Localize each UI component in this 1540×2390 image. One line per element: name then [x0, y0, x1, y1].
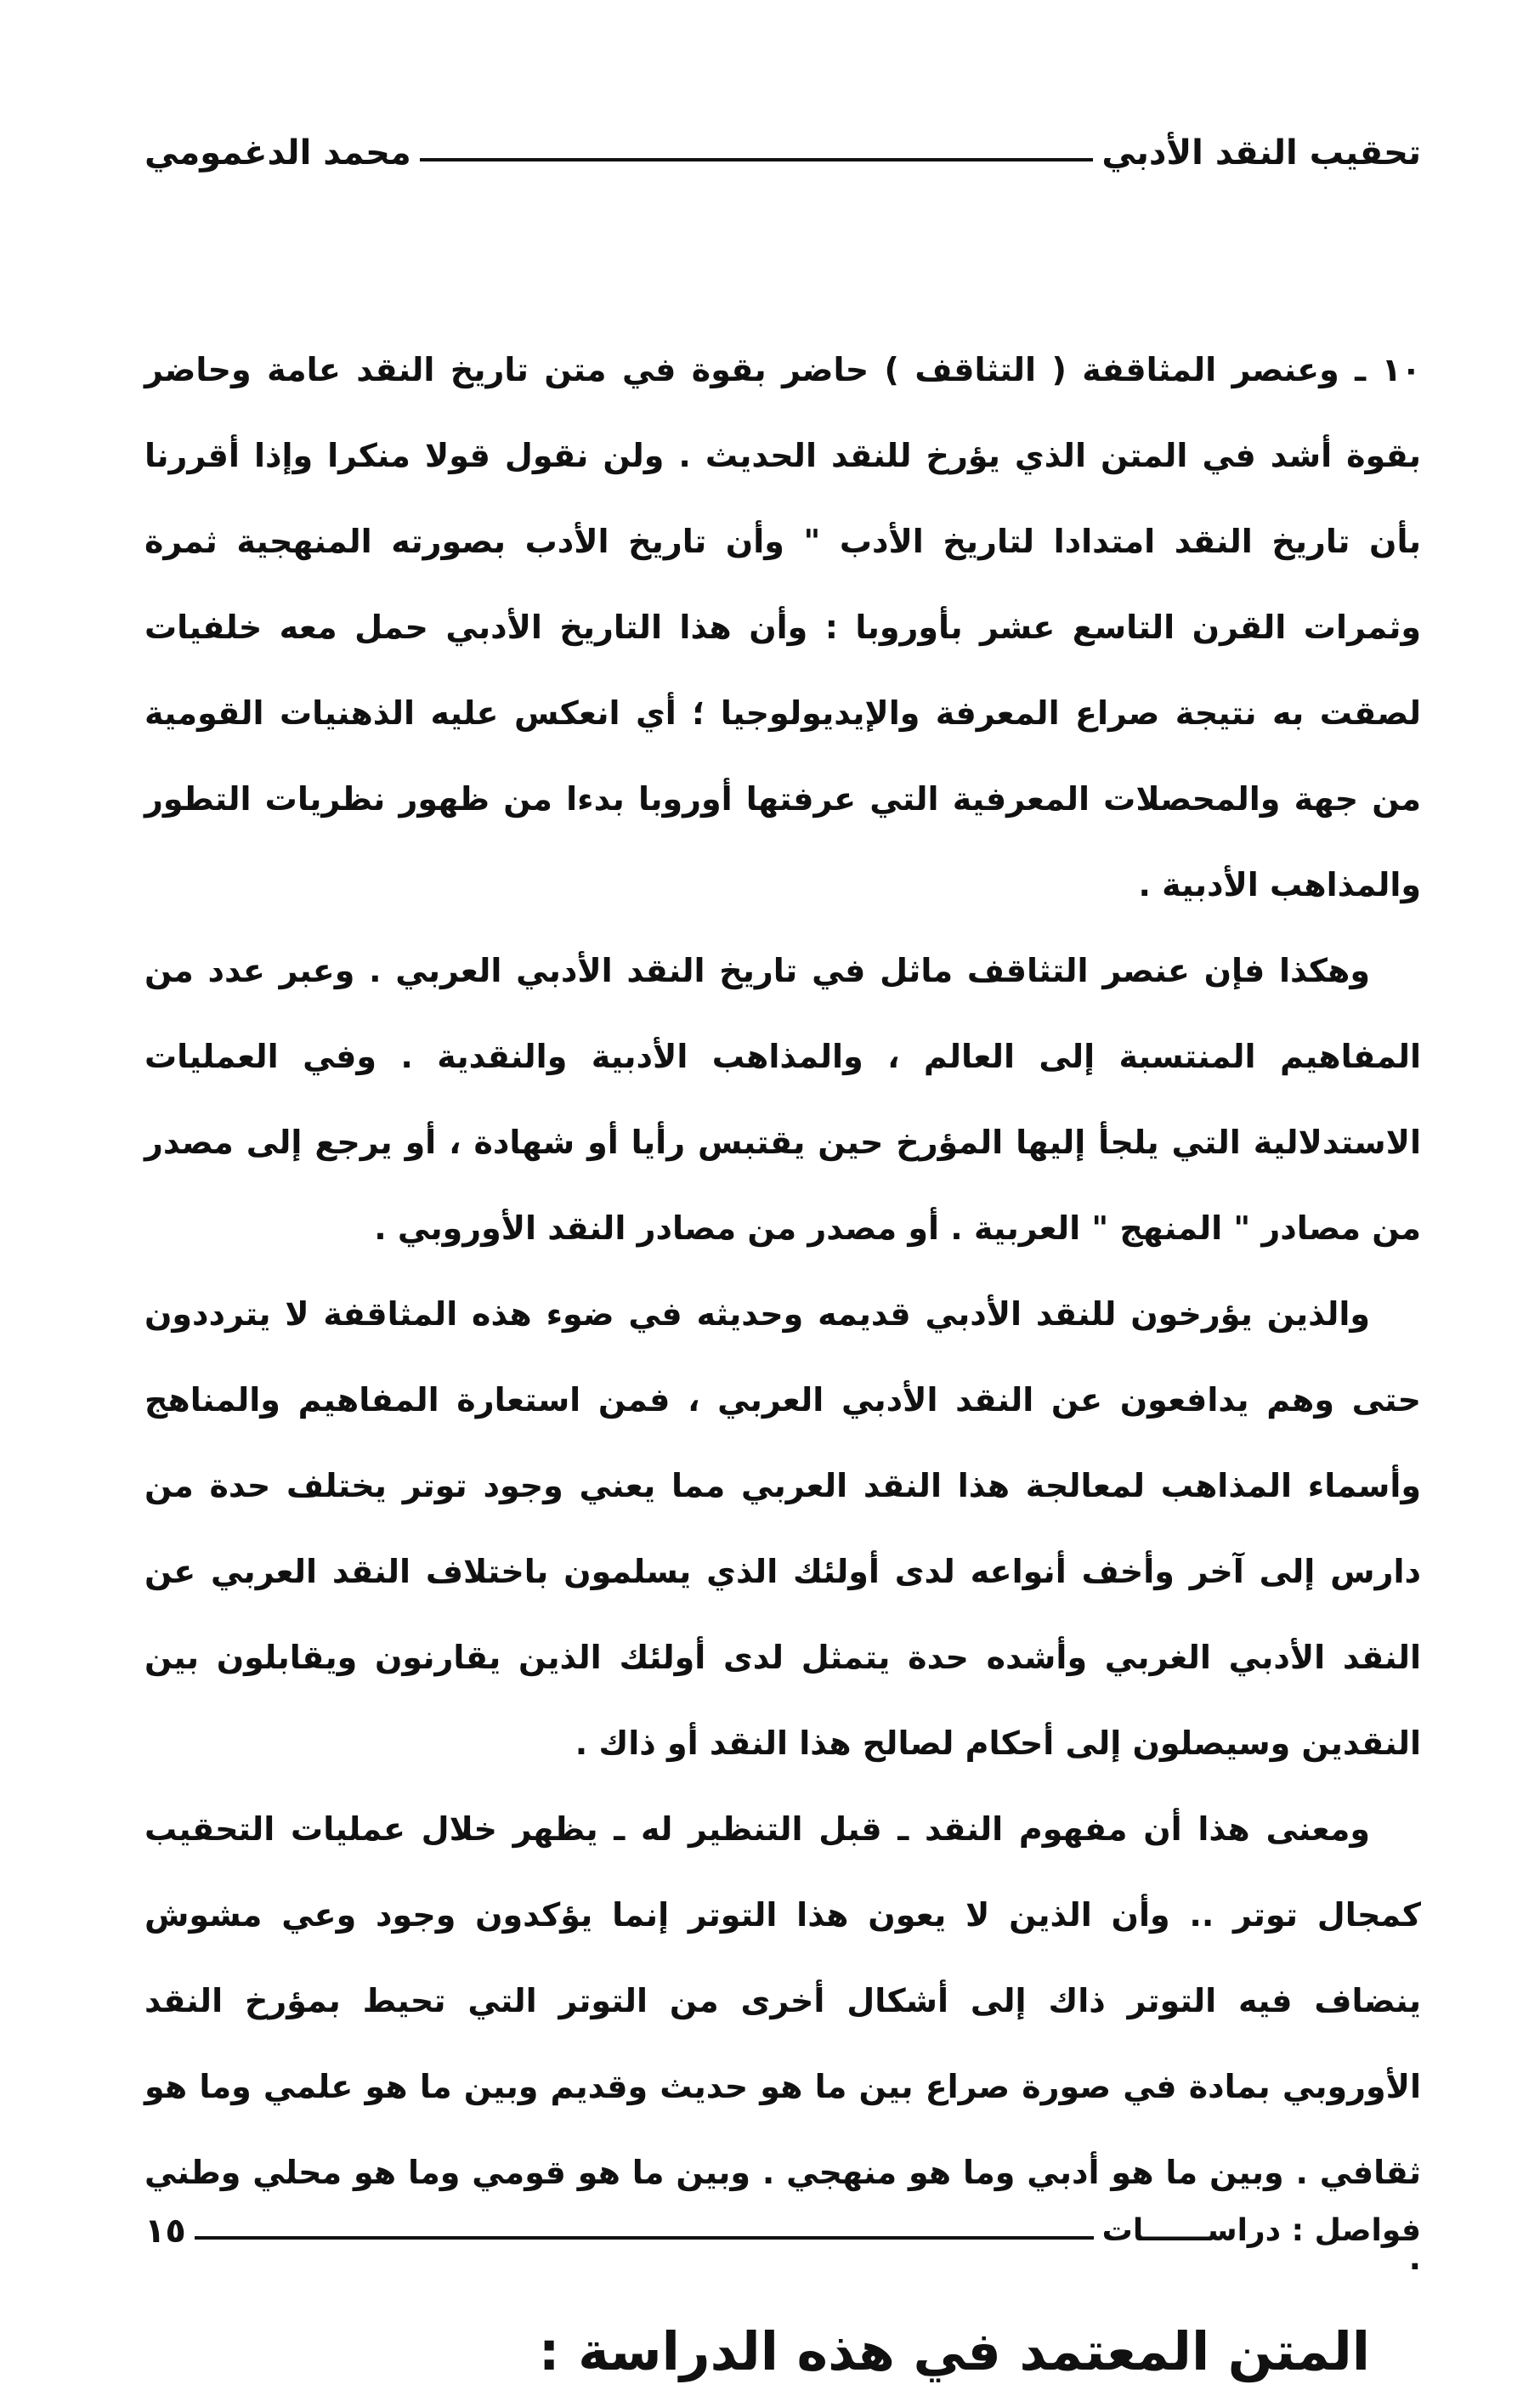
footer-rule	[195, 2236, 1094, 2240]
paragraph: وهكذا فإن عنصر التثاقف ماثل في تاريخ النقد الأدبي العربي . وعبر عدد من المفاهيم المنتسبة إلى العالم ، والمذاهب الأدبية والنقدية . وفي العمليات الاستدلالية التي يلجأ إليها المؤرخ حين يقتبس رأيا أو شهادة ، أو يرجع إلى مصدر من مصادر " المنهج " العربية . أو مصدر من مصادر النقد الأوروبي .	[144, 952, 1421, 1247]
page-number: ١٥	[144, 2212, 186, 2251]
paragraph: ومعنى هذا أن مفهوم النقد ـ قبل التنظير له ـ يظهر خلال عمليات التحقيب كمجال توتر .. وأن الذين لا يعون هذا التوتر إنما يؤكدون وجود وعي مشوش ينضاف فيه التوتر ذاك إلى أشكال أخرى من التوتر التي تحيط بمؤرخ النقد الأوروبي بمادة في صورة صراع بين ما هو حديث وقديم وبين ما هو علمي وما هو ثقافي . وبين ما هو أدبي وما هو منهجي . وبين ما هو قومي وما هو محلي وطني .	[144, 1810, 1421, 2277]
book-title: تحقيب النقد الأدبي	[1101, 133, 1421, 173]
section-heading: المتن المعتمد في هذه الدراسة :	[538, 2320, 1370, 2382]
series-name: فواصل : دراســــــات	[1101, 2213, 1421, 2248]
running-header	[144, 127, 1421, 178]
paragraph: ١٠ ـ وعنصر المثاقفة ( التثاقف ) حاضر بقوة في متن تاريخ النقد عامة وحاضر بقوة أشد في المتن الذي يؤرخ للنقد الحديث . ولن نقول قولا منكرا وإذا أقررنا بأن تاريخ النقد امتدادا لتاريخ الأدب " وأن تاريخ الأدب بصورته المنهجية ثمرة وثمرات القرن التاسع عشر بأوروبا : وأن هذا التاريخ الأدبي حمل معه خلفيات لصقت به نتيجة صراع المعرفة والإيديولوجيا ؛ أي انعكس عليه الذهنيات القومية من جهة والمحصلات المعرفية التي عرفتها أوروبا بدءا من ظهور نظريات التطور والمذاهب الأدبية .	[144, 351, 1421, 903]
author-name: محمد الدغمومي	[144, 133, 411, 173]
paragraph: والذين يؤرخون للنقد الأدبي قديمه وحديثه في ضوء هذه المثاقفة لا يترددون حتى وهم يدافعون عن النقد الأدبي العربي ، فمن استعارة المفاهيم والمناهج وأسماء المذاهب لمعالجة هذا النقد العربي مما يعني وجود توتر يختلف حدة من دارس إلى آخر وأخف أنواعه لدى أولئك الذي يسلمون باختلاف النقد العربي عن النقد الأدبي الغربي وأشده حدة يتمثل لدى أولئك الذين يقارنون ويقابلون بين النقدين وسيصلون إلى أحكام لصالح هذا النقد أو ذاك .	[144, 1295, 1421, 1762]
body-text	[144, 327, 1421, 2390]
running-footer	[144, 2206, 1421, 2257]
header-rule	[420, 158, 1094, 161]
